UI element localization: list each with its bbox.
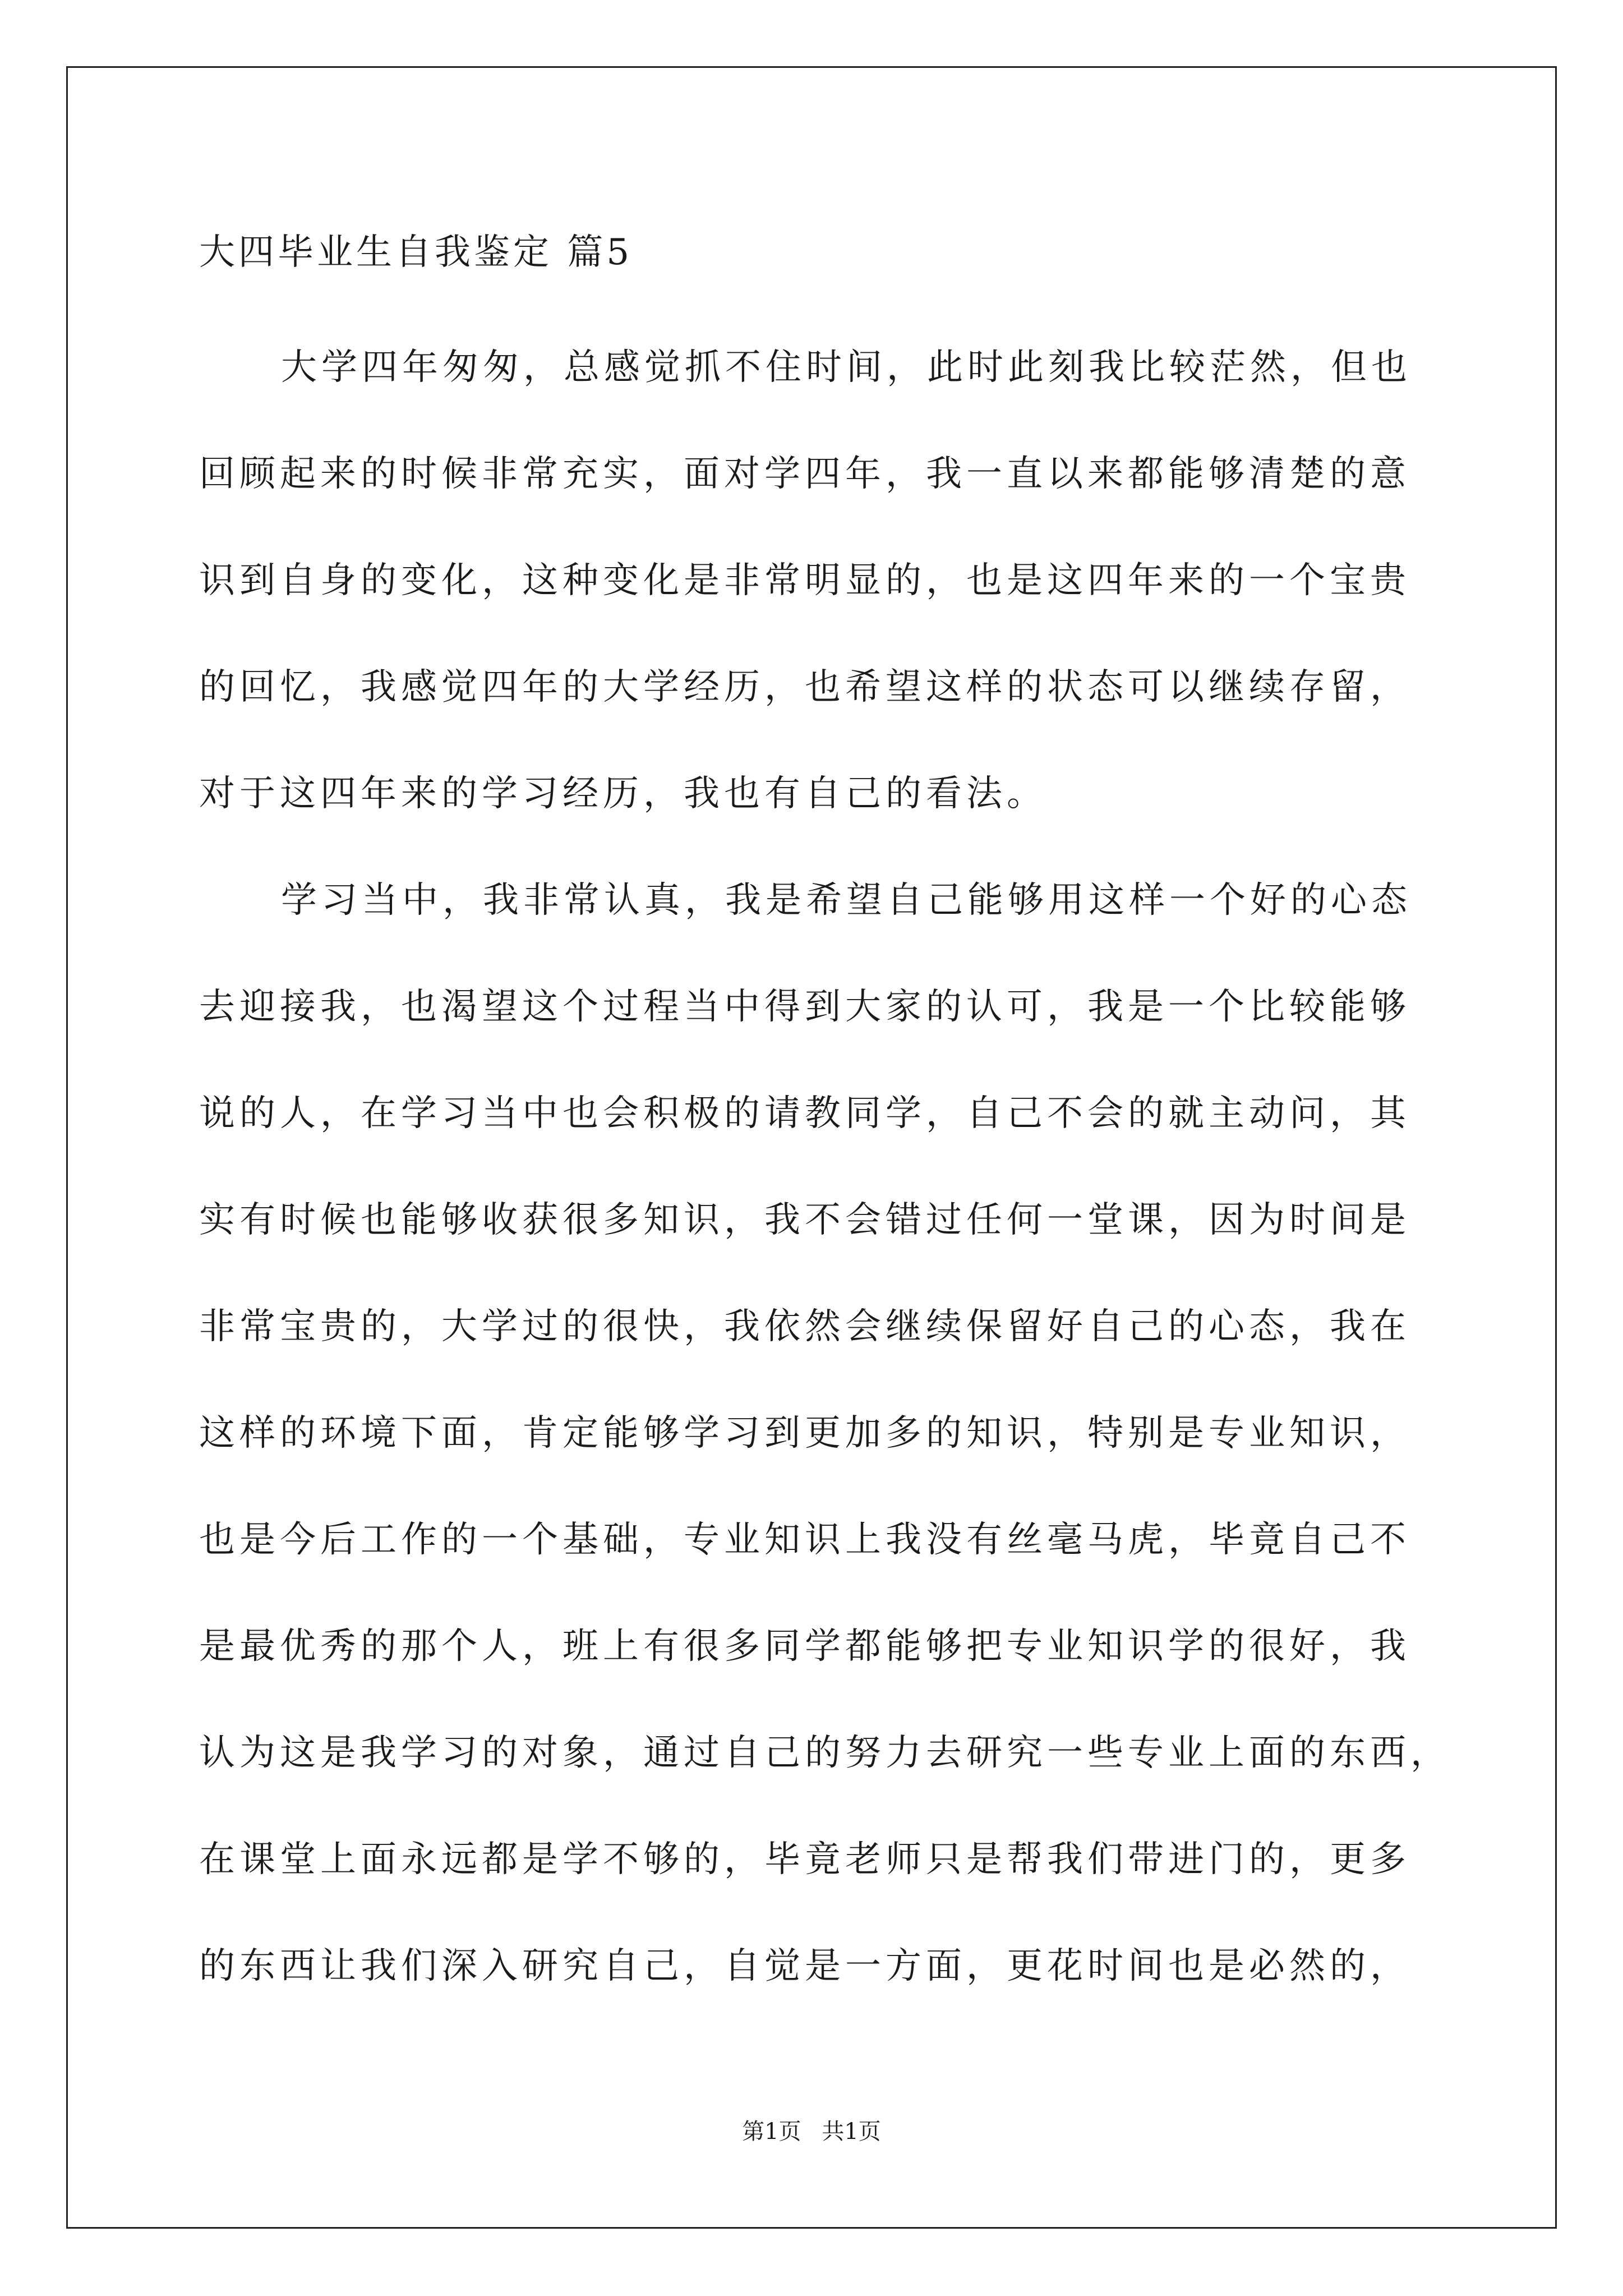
paragraph-2-line-6: 这样的环境下面，肯定能够学习到更加多的知识，特别是专业知识， [199, 1412, 1410, 1454]
paragraph-2-line-2: 去迎接我，也渴望这个过程当中得到大家的认可，我是一个比较能够 [199, 986, 1410, 1028]
page-number: 第1页 [742, 2119, 801, 2145]
document-body [199, 224, 1451, 2019]
document-title: 大四毕业生自我鉴定 篇5 [199, 232, 633, 273]
paragraph-2-line-4: 实有时候也能够收获很多知识，我不会错过任何一堂课，因为时间是 [199, 1199, 1410, 1241]
paragraph-2-line-7: 也是今后工作的一个基础，专业知识上我没有丝毫马虎，毕竟自己不 [199, 1519, 1410, 1561]
paragraph-1-line-3: 识到自身的变化，这种变化是非常明显的，也是这四年来的一个宝贵 [199, 560, 1410, 601]
paragraph-2-line-10: 在课堂上面永远都是学不够的，毕竟老师只是帮我们带进门的，更多 [199, 1839, 1410, 1880]
paragraph-1-line-1: 大学四年匆匆，总感觉抓不住时间，此时此刻我比较茫然，但也 [281, 347, 1412, 388]
paragraph-2-line-5: 非常宝贵的，大学过的很快，我依然会继续保留好自己的心态，我在 [199, 1306, 1410, 1347]
paragraph-1-line-5: 对于这四年来的学习经历，我也有自己的看法。 [199, 773, 1047, 815]
page-footer [0, 2115, 1623, 2148]
paragraph-2-line-1: 学习当中，我非常认真，我是希望自己能够用这样一个好的心态 [281, 880, 1412, 921]
paragraph-2-line-8: 是最优秀的那个人，班上有很多同学都能够把专业知识学的很好，我 [199, 1626, 1410, 1667]
paragraph-1-line-2: 回顾起来的时候非常充实，面对学四年，我一直以来都能够清楚的意 [199, 453, 1410, 495]
paragraph-2-line-9: 认为这是我学习的对象，通过自己的努力去研究一些专业上面的东西， [199, 1732, 1451, 1774]
page-total: 共1页 [822, 2119, 881, 2145]
paragraph-2-line-3: 说的人，在学习当中也会积极的请教同学，自己不会的就主动问，其 [199, 1093, 1410, 1134]
paragraph-1-line-4: 的回忆，我感觉四年的大学经历，也希望这样的状态可以继续存留， [199, 666, 1410, 708]
paragraph-2-line-11: 的东西让我们深入研究自己，自觉是一方面，更花时间也是必然的， [199, 1945, 1410, 1987]
